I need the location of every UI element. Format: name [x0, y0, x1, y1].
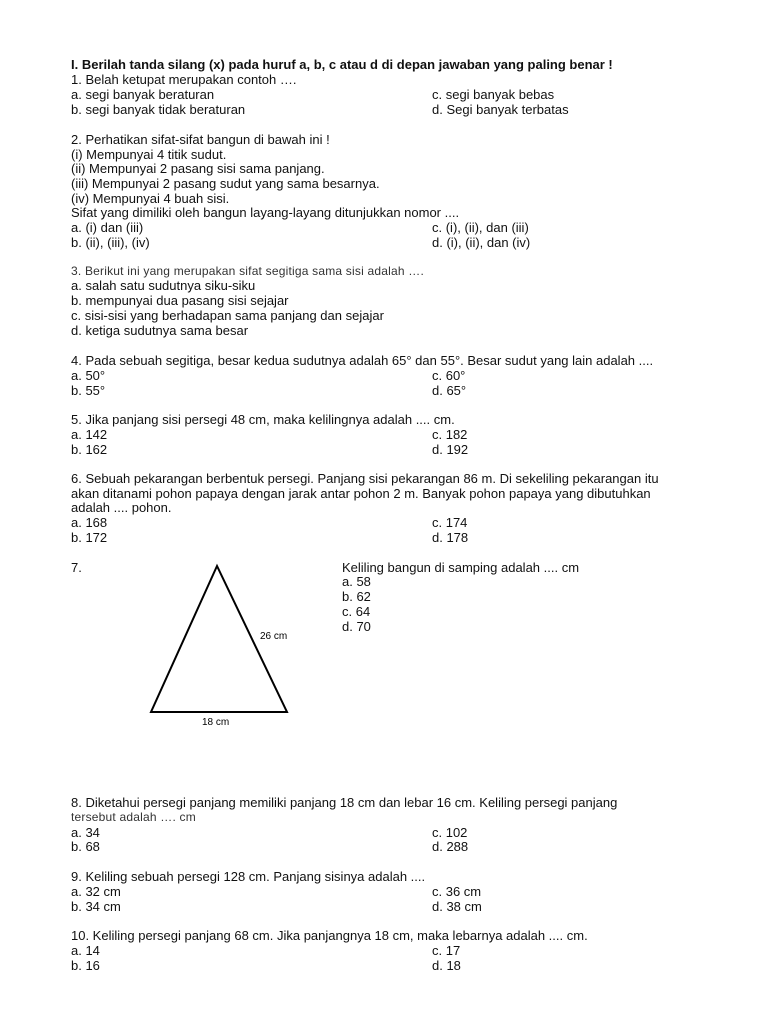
question-1-option-d: d. Segi banyak terbatas [432, 102, 569, 117]
question-2-option-a: a. (i) dan (iii) [71, 220, 144, 235]
question-1-option-a: a. segi banyak beraturan [71, 87, 215, 102]
question-4-option-d: d. 65° [432, 383, 467, 398]
question-6-option-a: a. 168 [71, 515, 108, 530]
question-10-text: 10. Keliling persegi panjang 68 cm. Jika panjangnya 18 cm, maka lebarnya adalah .... cm. [71, 928, 588, 943]
question-6-option-b: b. 172 [71, 530, 108, 545]
question-10-option-d: d. 18 [432, 958, 461, 973]
question-6-text-line-2: akan ditanami pohon papaya dengan jarak antar pohon 2 m. Banyak pohon papaya yang dibutuhkan [71, 486, 651, 501]
question-3-option-d: d. ketiga sudutnya sama besar [71, 323, 249, 338]
triangle-figure [140, 558, 310, 738]
question-7-text: Keliling bangun di samping adalah .... cm [342, 560, 580, 575]
question-8-text-line-1: 8. Diketahui persegi panjang memiliki panjang 18 cm dan lebar 16 cm. Keliling persegi panjang [71, 795, 618, 810]
question-2-question: Sifat yang dimiliki oleh bangun layang-layang ditunjukkan nomor .... [71, 205, 460, 220]
question-2-option-d: d. (i), (ii), dan (iv) [432, 235, 531, 250]
question-8-option-a: a. 34 [71, 825, 100, 840]
question-5-text: 5. Jika panjang sisi persegi 48 cm, maka kelilingnya adalah .... cm. [71, 412, 455, 427]
question-4-text: 4. Pada sebuah segitiga, besar kedua sudutnya adalah 65° dan 55°. Besar sudut yang lain adalah .... [71, 353, 654, 368]
question-6-option-d: d. 178 [432, 530, 469, 545]
question-9-option-a: a. 32 cm [71, 884, 121, 899]
question-10-option-a: a. 14 [71, 943, 100, 958]
question-6-text-line-3: adalah .... pohon. [71, 500, 172, 515]
question-1-text: 1. Belah ketupat merupakan contoh …. [71, 72, 297, 87]
question-9-text: 9. Keliling sebuah persegi 128 cm. Panjang sisinya adalah .... [71, 869, 426, 884]
question-9-option-d: d. 38 cm [432, 899, 482, 914]
question-7-option-d: d. 70 [342, 619, 371, 634]
question-5-option-d: d. 192 [432, 442, 469, 457]
question-7-number: 7. [71, 560, 82, 575]
question-9-option-c: c. 36 cm [432, 884, 482, 899]
question-3-text: 3. Berikut ini yang merupakan sifat segitiga sama sisi adalah …. [71, 264, 424, 278]
triangle-side-label: 26 cm [260, 631, 288, 642]
question-4-option-a: a. 50° [71, 368, 106, 383]
question-2-option-b: b. (ii), (iii), (iv) [71, 235, 150, 250]
question-9-option-b: b. 34 cm [71, 899, 121, 914]
question-10-option-c: c. 17 [432, 943, 461, 958]
question-4-option-b: b. 55° [71, 383, 106, 398]
question-3-option-b: b. mempunyai dua pasang sisi sejajar [71, 293, 289, 308]
question-2-option-c: c. (i), (ii), dan (iii) [432, 220, 529, 235]
triangle-base-label: 18 cm [202, 717, 230, 728]
question-10-option-b: b. 16 [71, 958, 100, 973]
question-8-text-line-2: tersebut adalah …. cm [71, 810, 196, 824]
question-2-item-iv: (iv) Mempunyai 4 buah sisi. [71, 191, 230, 206]
question-4-option-c: c. 60° [432, 368, 466, 383]
question-6-text-line-1: 6. Sebuah pekarangan berbentuk persegi. Panjang sisi pekarangan 86 m. Di sekeliling pekarangan itu [71, 471, 659, 486]
question-2-item-ii: (ii) Mempunyai 2 pasang sisi sama panjang. [71, 161, 325, 176]
question-7-option-c: c. 64 [342, 604, 371, 619]
question-2-item-iii: (iii) Mempunyai 2 pasang sudut yang sama besarnya. [71, 176, 380, 191]
question-2-item-i: (i) Mempunyai 4 titik sudut. [71, 147, 227, 162]
question-1-option-c: c. segi banyak bebas [432, 87, 555, 102]
question-5-option-c: c. 182 [432, 427, 468, 442]
question-7-option-b: b. 62 [342, 589, 371, 604]
question-6-option-c: c. 174 [432, 515, 468, 530]
question-7-option-a: a. 58 [342, 574, 371, 589]
question-8-option-c: c. 102 [432, 825, 468, 840]
question-3-option-c: c. sisi-sisi yang berhadapan sama panjang dan sejajar [71, 308, 384, 323]
question-3-option-a: a. salah satu sudutnya siku-siku [71, 278, 256, 293]
question-8-option-b: b. 68 [71, 839, 100, 854]
instruction-heading: I. Berilah tanda silang (x) pada huruf a, b, c atau d di depan jawaban yang paling benar ! [71, 57, 613, 72]
question-2-text: 2. Perhatikan sifat-sifat bangun di bawah ini ! [71, 132, 330, 147]
question-5-option-a: a. 142 [71, 427, 108, 442]
question-5-option-b: b. 162 [71, 442, 108, 457]
question-8-option-d: d. 288 [432, 839, 469, 854]
question-1-option-b: b. segi banyak tidak beraturan [71, 102, 246, 117]
